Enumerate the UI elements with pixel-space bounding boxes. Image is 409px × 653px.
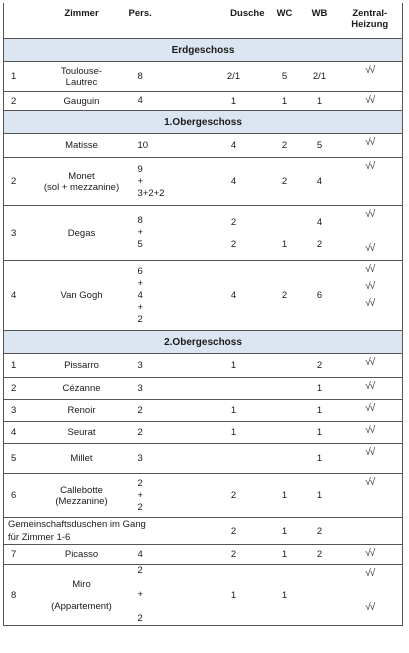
room-name-line: Matisse [65, 140, 98, 151]
persons-line [138, 577, 197, 589]
table-row [4, 474, 403, 518]
wc-count-line: 2 [281, 290, 288, 301]
wc-count-line: 1 [281, 589, 288, 601]
central-heating-check-icon [338, 444, 403, 474]
room-number: 6 [4, 474, 38, 518]
room-name-line: Degas [67, 227, 96, 239]
wc-count [268, 378, 302, 400]
wc-count-line [271, 217, 299, 228]
shower-count [200, 378, 268, 400]
persons-line: 9 [137, 163, 143, 175]
shower-count [200, 400, 268, 422]
room-number: 1 [4, 354, 38, 378]
shower-count [200, 92, 268, 111]
table-row [4, 565, 403, 626]
room-name-line: Miro [72, 578, 91, 590]
washbasin-count [302, 158, 338, 206]
washbasin-count [302, 565, 338, 626]
header-heizung: Zentral- Heizung [338, 3, 403, 39]
room-name-line [41, 590, 123, 601]
wc-count [268, 400, 302, 422]
washbasin-count [302, 206, 338, 261]
washbasin-count-line: 1 [316, 95, 323, 107]
persons-line: 5 [137, 239, 143, 250]
room-name [38, 444, 126, 474]
persons-cell [126, 261, 200, 331]
section-title: Erdgeschoss [4, 39, 403, 62]
central-heating-check-icon [338, 354, 403, 378]
room-number: 2 [4, 378, 38, 400]
table-row [4, 134, 403, 158]
washbasin-count-line: 4 [316, 216, 323, 228]
persons-cell [126, 158, 200, 206]
room-name-line: (Appartement) [51, 600, 112, 612]
room-number: 4 [4, 422, 38, 444]
washbasin-count [302, 518, 338, 545]
table-row [4, 261, 403, 331]
washbasin-count [302, 378, 338, 400]
washbasin-count-line: 2 [316, 238, 323, 250]
check-icon: √√ [365, 447, 375, 458]
washbasin-count [302, 400, 338, 422]
header-pers: Pers. [126, 3, 200, 39]
section-title: 2.Obergeschoss [4, 331, 403, 354]
room-name [38, 92, 126, 111]
table-row [4, 545, 403, 565]
persons-line: + [137, 589, 144, 600]
room-name [38, 158, 126, 206]
central-heating-check-icon [338, 545, 403, 565]
room-name [38, 62, 126, 92]
washbasin-count [302, 92, 338, 111]
room-number: 8 [4, 565, 38, 626]
note-line: Gemeinschaftsduschen im Gang [8, 519, 146, 530]
table-row [4, 206, 403, 261]
section-header-row [4, 39, 403, 62]
shower-count [200, 134, 268, 158]
central-heating-check-icon [338, 474, 403, 518]
central-heating-check-icon [338, 378, 403, 400]
washbasin-count-line: 1 [316, 490, 323, 501]
persons-line: 4 [137, 289, 143, 301]
shower-count-line: 4 [230, 176, 237, 187]
wc-count-line [271, 427, 299, 438]
shower-count-line: 1 [230, 405, 237, 416]
central-heating-check-icon [338, 400, 403, 422]
room-number: 7 [4, 545, 38, 565]
persons-cell [126, 444, 200, 474]
wc-count [268, 545, 302, 565]
room-name [38, 422, 126, 444]
check-icon: √√ [365, 243, 375, 254]
wc-count [268, 474, 302, 518]
check-icon: √√ [365, 298, 375, 309]
shower-count-line: 2 [230, 216, 237, 228]
room-number: 1 [4, 62, 38, 92]
central-heating-check-icon [338, 261, 403, 331]
check-icon: √√ [365, 161, 375, 172]
washbasin-count-line [305, 590, 335, 601]
shower-count-line: 1 [230, 95, 237, 107]
room-name-line: Pissarro [64, 360, 99, 371]
persons-cell [126, 474, 200, 518]
table-row [4, 354, 403, 378]
persons-line: 3+2+2 [137, 187, 165, 199]
persons-line: 2 [137, 404, 143, 416]
persons-cell [126, 378, 200, 400]
table-row [4, 518, 403, 545]
check-icon: √√ [365, 425, 375, 436]
table-row [4, 378, 403, 400]
room-number: 3 [4, 400, 38, 422]
shower-count [200, 565, 268, 626]
shower-count [200, 545, 268, 565]
persons-line: + [137, 489, 144, 501]
washbasin-count [302, 62, 338, 92]
check-icon: √√ [365, 357, 375, 368]
persons-line: 2 [137, 613, 143, 624]
room-name [38, 354, 126, 378]
room-name-line: Picasso [64, 549, 99, 560]
wc-count [268, 92, 302, 111]
persons-line: 3 [137, 452, 143, 464]
room-name [38, 400, 126, 422]
check-icon: √√ [365, 65, 375, 76]
room-number: 4 [4, 261, 38, 331]
check-icon: √√ [365, 264, 375, 275]
shower-count-line: 2 [230, 238, 237, 250]
washbasin-count-line: 6 [316, 290, 323, 301]
shower-count-line: 1 [230, 427, 237, 438]
check-icon: √√ [365, 568, 375, 579]
table-row [4, 62, 403, 92]
washbasin-count-line: 1 [316, 405, 323, 416]
central-heating-check-icon [338, 62, 403, 92]
wc-count-line: 1 [281, 95, 288, 107]
wc-count [268, 261, 302, 331]
room-name [38, 474, 126, 518]
persons-line: 4 [137, 95, 143, 106]
washbasin-count-line: 2 [316, 360, 323, 371]
persons-line: 3 [137, 359, 143, 371]
room-table-page [3, 3, 406, 647]
shower-count [200, 158, 268, 206]
wc-count-line: 1 [281, 549, 288, 560]
room-number: 5 [4, 444, 38, 474]
central-heating-check-icon [338, 518, 403, 545]
wc-count [268, 158, 302, 206]
room-name-line: Gauguin [63, 95, 100, 107]
washbasin-count-line: 2 [316, 549, 323, 560]
persons-line: + [137, 175, 144, 187]
wc-count [268, 62, 302, 92]
wc-count-line [271, 453, 299, 464]
room-number [4, 134, 38, 158]
header-wb: WB [302, 3, 338, 39]
room-number: 2 [4, 92, 38, 111]
shower-count-line: 4 [230, 140, 237, 151]
wc-count-line: 5 [281, 71, 288, 82]
central-heating-check-icon [338, 422, 403, 444]
central-heating-check-icon [338, 92, 403, 111]
check-icon: √√ [365, 403, 375, 414]
central-heating-check-icon [338, 565, 403, 626]
shower-count-line: 1 [230, 589, 237, 601]
room-name-line: Monet [68, 170, 95, 182]
shower-count [200, 474, 268, 518]
shower-count-line: 2 [230, 525, 237, 537]
central-heating-check-icon [338, 158, 403, 206]
room-name [38, 545, 126, 565]
check-icon: √√ [365, 137, 375, 148]
check-icon: √√ [365, 548, 375, 559]
persons-cell [126, 545, 200, 565]
persons-line [138, 601, 197, 613]
washbasin-count [302, 261, 338, 331]
shower-count-line: 2/1 [226, 71, 241, 82]
table-row [4, 158, 403, 206]
shower-count-line: 4 [230, 290, 237, 301]
wc-count [268, 354, 302, 378]
room-name-line: (Mezzanine) [55, 495, 108, 507]
room-number: 2 [4, 158, 38, 206]
room-name [38, 261, 126, 331]
persons-cell [126, 92, 200, 111]
room-name-line: Millet [70, 453, 93, 464]
shared-showers-note [4, 518, 200, 545]
shower-count [200, 206, 268, 261]
wc-count [268, 444, 302, 474]
room-name [38, 378, 126, 400]
header-row [4, 3, 403, 39]
table-row [4, 92, 403, 111]
central-heating-check-icon [338, 134, 403, 158]
wc-count-line: 2 [281, 140, 288, 151]
room-name-line: Van Gogh [60, 290, 103, 301]
persons-cell [126, 354, 200, 378]
washbasin-count-line: 1 [316, 453, 323, 464]
room-name-line: Seurat [67, 427, 96, 438]
persons-cell [126, 565, 200, 626]
table-row [4, 400, 403, 422]
check-icon: √√ [365, 281, 375, 292]
wc-count [268, 565, 302, 626]
check-icon: √√ [365, 602, 375, 613]
persons-line: 8 [137, 215, 143, 226]
wc-count-line: 1 [281, 490, 288, 501]
room-name [38, 206, 126, 261]
persons-line: 4 [137, 548, 143, 560]
persons-cell [126, 206, 200, 261]
washbasin-count [302, 354, 338, 378]
shower-count [200, 518, 268, 545]
central-heating-check-icon [338, 206, 403, 261]
section-header-row [4, 331, 403, 354]
persons-cell [126, 134, 200, 158]
room-number: 3 [4, 206, 38, 261]
check-icon [341, 226, 400, 237]
washbasin-count-line: 1 [316, 427, 323, 438]
persons-line: 10 [137, 139, 149, 151]
persons-line: + [137, 277, 144, 289]
check-icon: √√ [365, 95, 375, 106]
note-line: für Zimmer 1-6 [8, 532, 71, 543]
room-name [38, 134, 126, 158]
room-name-line: Lautrec [65, 76, 98, 88]
washbasin-count-line: 2/1 [312, 71, 327, 82]
room-name [38, 565, 126, 626]
wc-count-line [271, 383, 299, 394]
persons-line: 2 [137, 501, 143, 513]
persons-line: 2 [137, 313, 143, 325]
check-icon: √√ [365, 477, 375, 488]
persons-line: 2 [137, 426, 143, 438]
wc-count [268, 422, 302, 444]
persons-line: 3 [137, 382, 143, 394]
washbasin-count [302, 134, 338, 158]
wc-count-line [271, 405, 299, 416]
persons-line: + [137, 227, 144, 238]
washbasin-count-line: 4 [316, 176, 323, 187]
header-dusche: Dusche [200, 3, 268, 39]
shower-count-line: 2 [230, 490, 237, 501]
shower-count [200, 422, 268, 444]
washbasin-count [302, 422, 338, 444]
shower-count-line [203, 383, 265, 394]
washbasin-count-line: 2 [316, 525, 323, 537]
room-name-line: Toulouse- [60, 65, 103, 77]
header-wc: WC [268, 3, 302, 39]
persons-cell [126, 400, 200, 422]
check-icon: √√ [365, 209, 375, 220]
header-zimmer: Zimmer [38, 3, 126, 39]
room-name-line: Renoir [67, 405, 96, 416]
persons-line: 2 [137, 477, 143, 489]
shower-count-line: 2 [230, 549, 237, 560]
table-row [4, 444, 403, 474]
wc-count-line: 1 [281, 238, 288, 250]
shower-count-line: 1 [230, 360, 237, 371]
section-title: 1.Obergeschoss [4, 111, 403, 134]
check-icon: √√ [365, 381, 375, 392]
table-row [4, 422, 403, 444]
washbasin-count [302, 474, 338, 518]
washbasin-count-line: 1 [316, 383, 323, 394]
section-header-row [4, 111, 403, 134]
persons-line: 2 [137, 565, 143, 576]
shower-count-line [203, 228, 265, 239]
room-name-line: (sol + mezzanine) [43, 181, 120, 193]
washbasin-count-line [305, 228, 335, 239]
washbasin-count [302, 444, 338, 474]
wc-count [268, 134, 302, 158]
wc-count-line: 1 [281, 525, 288, 537]
room-table [3, 3, 403, 626]
room-name-line: Callebotte [60, 484, 103, 496]
washbasin-count-line: 5 [316, 140, 323, 151]
check-icon [341, 521, 400, 532]
persons-cell [126, 422, 200, 444]
shower-count [200, 354, 268, 378]
wc-count [268, 206, 302, 261]
washbasin-count [302, 545, 338, 565]
check-icon [341, 585, 400, 596]
room-name-line: Cézanne [62, 383, 101, 394]
persons-line: 8 [137, 70, 143, 82]
shower-count [200, 62, 268, 92]
shower-count-line [203, 453, 265, 464]
wc-count-line: 2 [281, 176, 288, 187]
persons-line: + [137, 301, 144, 313]
shower-count [200, 261, 268, 331]
wc-count [268, 518, 302, 545]
persons-cell [126, 62, 200, 92]
persons-line: 6 [137, 265, 143, 277]
shower-count [200, 444, 268, 474]
header-num [4, 3, 38, 39]
wc-count-line [271, 360, 299, 371]
wc-count-line [271, 228, 299, 239]
